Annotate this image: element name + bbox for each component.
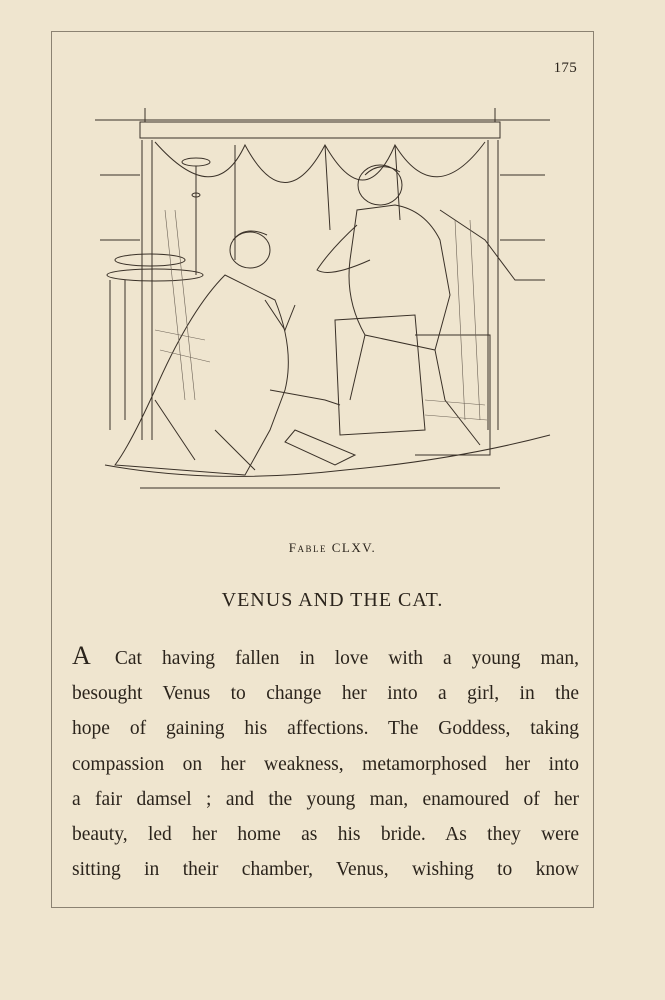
text-line-3: hope of gaining his affections. The Goddess, taking — [72, 718, 579, 740]
engraving-illustration — [95, 100, 555, 495]
text-line-4: compassion on her weakness, metamorphosed her into — [72, 753, 579, 775]
fable-title: VENUS AND THE CAT. — [221, 589, 444, 611]
fable-number: Fable CLXV. — [288, 540, 377, 555]
page-number: 175 — [553, 60, 577, 76]
text-line-6: beauty, led her home as his bride. As they were — [72, 824, 579, 846]
text-line-1 — [72, 638, 579, 676]
text-line-7: sitting in their chamber, Venus, wishing to know — [72, 859, 579, 881]
fable-text — [72, 638, 579, 887]
drop-cap: A — [72, 641, 91, 670]
text-line-5: a fair damsel ; and the young man, enamoured of her — [72, 788, 579, 810]
text-line-2: besought Venus to change her into a girl, in the — [72, 683, 579, 705]
text-line-1-rest: Cat having fallen in love with a young man, — [114, 648, 579, 669]
